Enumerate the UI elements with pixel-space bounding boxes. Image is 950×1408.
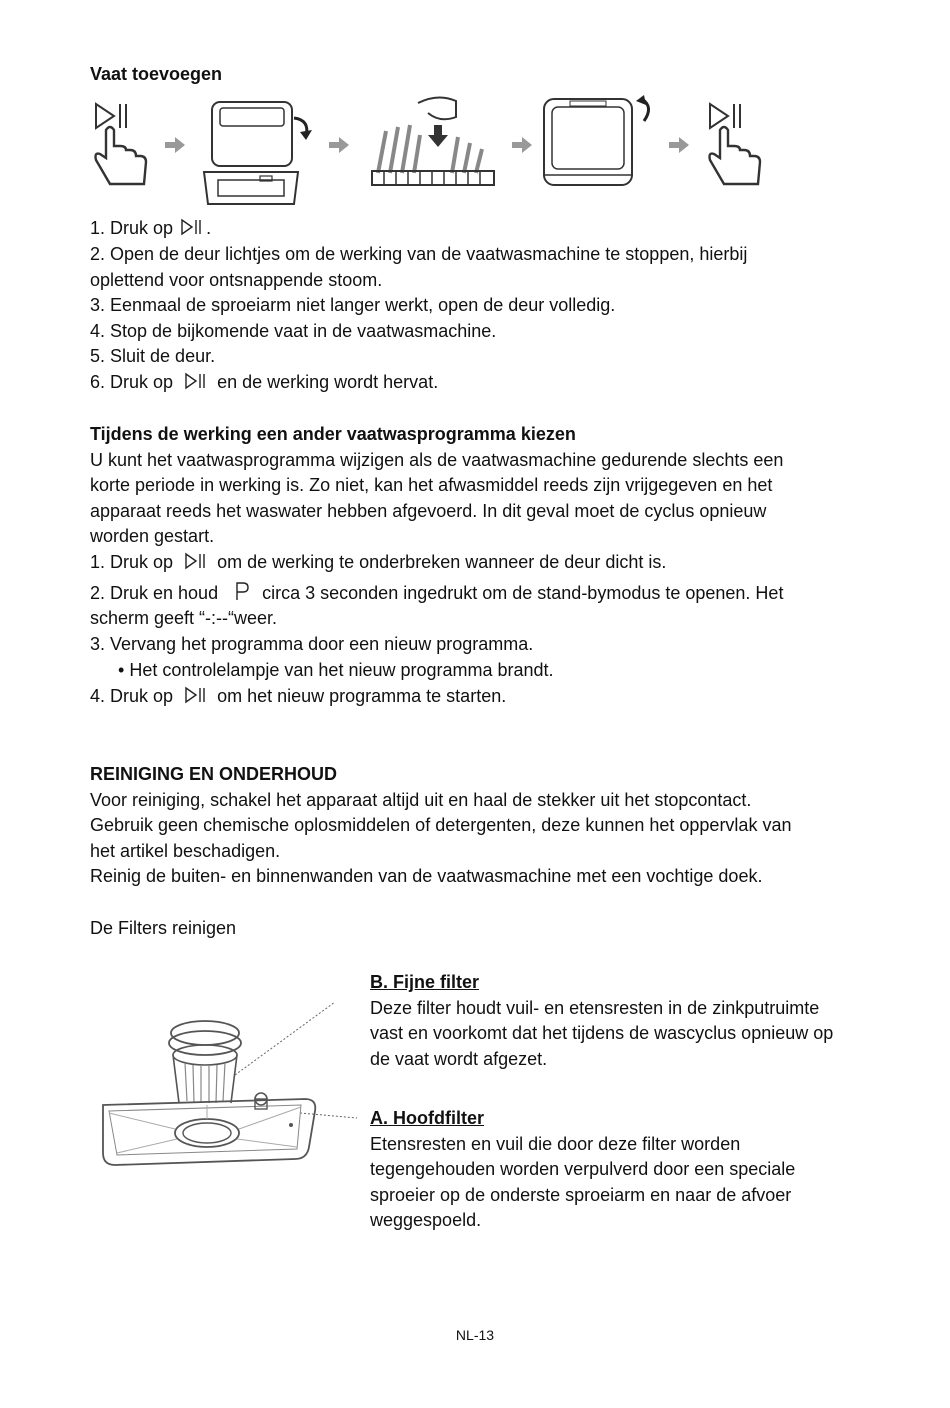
main-filter-text: sproeier op de onderste sproeiarm en naar de afvoer: [370, 1185, 792, 1205]
change-step-2-line2: scherm geeft “-:--“weer.: [90, 608, 278, 628]
fine-filter-text: vast en voorkomt dat het tijdens de wascyclus opnieuw op: [370, 1023, 834, 1043]
step-3: 3. Eenmaal de sproeiarm niet langer werkt, open de deur volledig.: [90, 295, 616, 315]
closed-dishwasher-icon: [540, 95, 660, 193]
play-pause-icon: [180, 552, 210, 570]
arrow-right-icon: [667, 135, 691, 155]
play-pause-icon: [180, 218, 204, 236]
filter-illustration: [95, 995, 365, 1170]
bullet-item: • Het controlelampje van het nieuw programma brandt.: [118, 660, 554, 680]
step-4: 4. Stop de bijkomende vaat in de vaatwasmachine.: [90, 321, 497, 341]
hand-press-play-pause-icon: [706, 100, 766, 190]
play-pause-icon: [180, 686, 210, 704]
fine-filter-text: de vaat wordt afgezet.: [370, 1049, 548, 1069]
step-2-line2: oplettend voor ontsnappende stoom.: [90, 270, 383, 290]
step-1: 1. Druk op .: [90, 218, 212, 238]
step-5: 5. Sluit de deur.: [90, 346, 216, 366]
main-filter-text: Etensresten en vuil die door deze filter worden: [370, 1134, 741, 1154]
dish-rack-icon: [368, 95, 498, 195]
paragraph-line: het artikel beschadigen.: [90, 841, 281, 861]
paragraph-line: apparaat reeds het waswater hebben afgevoerd. In dit geval moet de cyclus opnieuw: [90, 501, 767, 521]
fine-filter-title: B. Fijne filter: [370, 972, 480, 992]
paragraph-line: worden gestart.: [90, 526, 215, 546]
fine-filter-text: Deze filter houdt vuil- en etensresten in de zinkputruimte: [370, 998, 820, 1018]
filters-title: De Filters reinigen: [90, 918, 237, 938]
change-step-2: 2. Druk en houd circa 3 seconden ingedrukt om de stand-bymodus te openen. Het: [90, 583, 784, 603]
arrow-right-icon: [163, 135, 187, 155]
main-filter-title: A. Hoofdfilter: [370, 1108, 484, 1128]
change-step-1: 1. Druk op om de werking te onderbreken wanneer de deur dicht is.: [90, 552, 667, 572]
paragraph-line: Voor reiniging, schakel het apparaat altijd uit en haal de stekker uit het stopcontact.: [90, 790, 752, 810]
main-filter-text: tegengehouden worden verpulverd door een speciale: [370, 1159, 796, 1179]
bullet-icon: •: [118, 660, 125, 680]
arrow-right-icon: [510, 135, 534, 155]
page-number: NL-13: [455, 1327, 495, 1343]
paragraph-line: U kunt het vaatwasprogramma wijzigen als de vaatwasmachine gedurende slechts een: [90, 450, 784, 470]
arrow-right-icon: [327, 135, 351, 155]
paragraph-line: korte periode in werking is. Zo niet, kan het afwasmiddel reeds zijn vrijgegeven en het: [90, 475, 773, 495]
paragraph-line: Reinig de buiten- en binnenwanden van de vaatwasmachine met een vochtige doek.: [90, 866, 763, 886]
section-heading-change-program: Tijdens de werking een ander vaatwasprogramma kiezen: [90, 424, 576, 444]
program-p-icon: [225, 581, 255, 601]
hand-press-play-pause-icon: [92, 100, 152, 190]
step-2-line1: 2. Open de deur lichtjes om de werking van de vaatwasmachine te stoppen, hierbij: [90, 244, 748, 264]
open-dishwasher-icon: [198, 98, 318, 213]
main-filter-text: weggespoeld.: [370, 1210, 482, 1230]
step-6: 6. Druk op en de werking wordt hervat.: [90, 372, 439, 392]
change-step-4: 4. Druk op om het nieuw programma te starten.: [90, 686, 507, 706]
paragraph-line: Gebruik geen chemische oplosmiddelen of detergenten, deze kunnen het oppervlak van: [90, 815, 792, 835]
change-step-3: 3. Vervang het programma door een nieuw programma.: [90, 634, 534, 654]
section-heading-cleaning: REINIGING EN ONDERHOUD: [90, 764, 338, 784]
play-pause-icon: [180, 372, 210, 390]
section-heading-add-dishes: Vaat toevoegen: [90, 64, 223, 84]
